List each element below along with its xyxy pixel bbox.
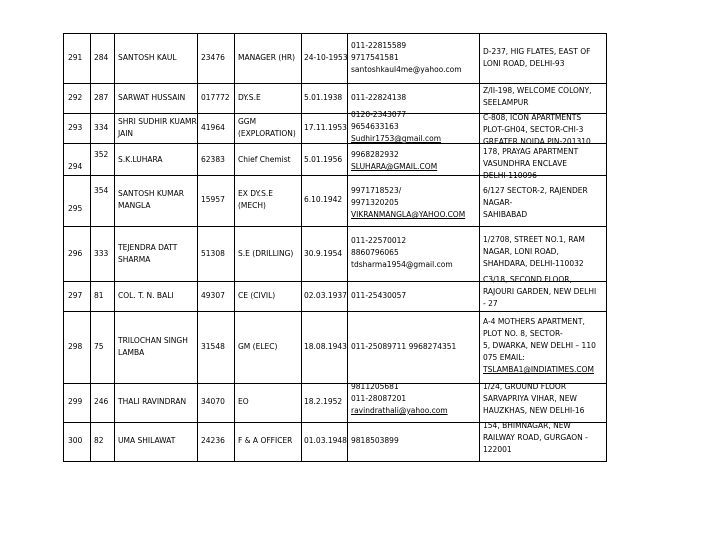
- address-text: Z/II-198, WELCOME COLONY,: [483, 86, 592, 95]
- name-text: TRILOCHAN SINGH: [118, 336, 188, 345]
- address-text: SHAHDARA, DELHI-110032: [483, 259, 584, 268]
- code-text: 24236: [201, 436, 225, 445]
- emp-text: 334: [94, 123, 109, 132]
- name-text: MANGLA: [118, 201, 151, 210]
- name-text: COL. T. N. BALI: [118, 291, 174, 300]
- address-text: NAGAR, LONI ROAD,: [483, 247, 559, 256]
- name-text: THALI RAVINDRAN: [118, 397, 187, 406]
- emp-text: 75: [94, 342, 104, 351]
- sno-text: 295: [68, 204, 83, 213]
- address-text: 154, BHIMNAGAR, NEW: [483, 421, 571, 430]
- sno-text: 300: [68, 436, 83, 445]
- code-text: 34070: [201, 397, 225, 406]
- contact-text: 011-25089711 9968274351: [351, 342, 457, 351]
- contact-text: 9654633163: [351, 122, 399, 131]
- address-text: D-237, HIG FLATES, EAST OF: [483, 47, 591, 56]
- name-text: TEJENDRA DATT: [118, 243, 178, 252]
- address-text: SARVAPRIYA VIHAR, NEW: [483, 394, 577, 403]
- emp-text: 333: [94, 249, 109, 258]
- contact-email-link[interactable]: ravindrathali@yahoo.com: [351, 406, 448, 415]
- contact-email-link[interactable]: Sudhir1753@gmail.com: [351, 134, 442, 143]
- emp-text: 246: [94, 397, 109, 406]
- address-text: 6/127 SECTOR-2, RAJENDER: [483, 186, 588, 195]
- designation-text: EO: [238, 397, 249, 406]
- dob-text: 5.01.1956: [304, 155, 343, 164]
- address-text: 075 EMAIL:: [483, 353, 525, 362]
- designation-text: MANAGER (HR): [238, 53, 296, 62]
- contact-text: 9818503899: [351, 436, 399, 445]
- contact-text: 9971320205: [351, 198, 399, 207]
- contact-email-link[interactable]: tdsharma1954@gmail.com: [351, 260, 453, 269]
- name-text: SHRI SUDHIR KUAMR: [118, 117, 197, 126]
- contact-email-link[interactable]: santoshkaul4me@yahoo.com: [351, 65, 462, 74]
- address-text: VASUNDHRA ENCLAVE: [483, 159, 567, 168]
- designation-text: Chief Chemist: [238, 155, 291, 164]
- address-text: A-4 MOTHERS APARTMENT,: [483, 317, 585, 326]
- sno-text: 291: [68, 53, 83, 62]
- contact-text: 011-25430057: [351, 291, 407, 300]
- sno-text: 299: [68, 397, 83, 406]
- row-divider: [63, 461, 606, 462]
- row-divider: [63, 83, 606, 84]
- contact-email-link[interactable]: VIKRANMANGLA@YAHOO.COM: [351, 210, 466, 219]
- address-text: SEELAMPUR: [483, 98, 529, 107]
- sno-text: 296: [68, 249, 83, 258]
- emp-text: 284: [94, 53, 109, 62]
- column-divider: [347, 33, 348, 462]
- sno-text: 294: [68, 162, 83, 171]
- name-text: SHARMA: [118, 255, 151, 264]
- address-text: LONI ROAD, DELHI-93: [483, 59, 565, 68]
- contact-text: 9717541581: [351, 53, 399, 62]
- designation-text: EX DY.S.E: [238, 189, 273, 198]
- name-text: S.K.LUHARA: [118, 155, 163, 164]
- emp-text: 82: [94, 436, 104, 445]
- name-text: SANTOSH KUMAR: [118, 189, 184, 198]
- address-text: 1/2708, STREET NO.1, RAM: [483, 235, 585, 244]
- address-text: PLOT NO. 8, SECTOR-: [483, 329, 563, 338]
- address-text: NAGAR-: [483, 198, 513, 207]
- contact-text: 011-22570012: [351, 236, 407, 245]
- code-text: 15957: [201, 195, 225, 204]
- dob-text: 30.9.1954: [304, 249, 343, 258]
- designation-text: CE (CIVIL): [238, 291, 276, 300]
- address-text: 122001: [483, 445, 512, 454]
- code-text: 017772: [201, 93, 230, 102]
- dob-text: 17.11.1953: [304, 123, 347, 132]
- contact-text: 9971718523/: [351, 186, 402, 195]
- emp-text: 81: [94, 291, 104, 300]
- contact-text: 8860796065: [351, 248, 399, 257]
- address-text: 5, DWARKA, NEW DELHI – 110: [483, 341, 596, 350]
- sno-text: 297: [68, 291, 83, 300]
- address-text: 1/24, GROUND FLOOR: [483, 382, 567, 391]
- contact-text: 011-22815589: [351, 41, 407, 50]
- code-text: 31548: [201, 342, 225, 351]
- column-divider: [301, 33, 302, 462]
- dob-text: 01.03.1948: [304, 436, 347, 445]
- column-divider: [234, 33, 235, 462]
- row-divider: [63, 33, 606, 34]
- code-text: 41964: [201, 123, 225, 132]
- address-text: RAJOURI GARDEN, NEW DELHI: [483, 287, 597, 296]
- code-text: 49307: [201, 291, 225, 300]
- dob-text: 18.2.1952: [304, 397, 343, 406]
- address-text: C-808, ICON APARTMENTS: [483, 113, 582, 122]
- address-text: PLOT-GH04, SECTOR-CHI-3: [483, 125, 584, 134]
- sno-text: 293: [68, 123, 83, 132]
- address-text: SAHIBABAD: [483, 210, 528, 219]
- contact-text: 011-28087201: [351, 394, 407, 403]
- address-text: DELHI-110096: [483, 171, 537, 180]
- designation-text: (EXPLORATION): [238, 129, 296, 138]
- column-divider: [479, 33, 480, 462]
- name-text: SANTOSH KAUL: [118, 53, 177, 62]
- sno-text: 298: [68, 342, 83, 351]
- code-text: 51308: [201, 249, 225, 258]
- dob-text: 5.01.1938: [304, 93, 343, 102]
- designation-text: S.E (DRILLING): [238, 249, 294, 258]
- code-text: 23476: [201, 53, 225, 62]
- row-divider: [63, 226, 606, 227]
- address-text: - 27: [483, 299, 498, 308]
- contact-text: 0120-2343077: [351, 110, 407, 119]
- address-text: C3/18, SECOND FLOOR,: [483, 275, 572, 284]
- column-divider: [197, 33, 198, 462]
- dob-text: 18.08.1943: [304, 342, 347, 351]
- emp-text: 354: [94, 186, 109, 195]
- dob-text: 6.10.1942: [304, 195, 343, 204]
- emp-text: 287: [94, 93, 109, 102]
- contact-email-link[interactable]: SLUHARA@GMAIL.COM: [351, 162, 438, 171]
- name-text: UMA SHILAWAT: [118, 436, 176, 445]
- address-text: HAUZKHAS, NEW DELHI-16: [483, 406, 585, 415]
- sno-text: 292: [68, 93, 83, 102]
- name-text: SARWAT HUSSAIN: [118, 93, 186, 102]
- contact-text: 9811205681: [351, 382, 399, 391]
- code-text: 62383: [201, 155, 225, 164]
- column-divider: [606, 33, 607, 462]
- dob-text: 02.03.1937: [304, 291, 347, 300]
- address-email-link[interactable]: TSLAMBA1@INDIATIMES.COM: [483, 365, 594, 374]
- designation-text: F & A OFFICER: [238, 436, 293, 445]
- contact-text: 9968282932: [351, 150, 399, 159]
- column-divider: [63, 33, 64, 462]
- designation-text: (MECH): [238, 201, 266, 210]
- designation-text: GGM: [238, 117, 257, 126]
- column-divider: [114, 33, 115, 462]
- address-text: 178, PRAYAG APARTMENT: [483, 147, 579, 156]
- emp-text: 352: [94, 150, 109, 159]
- address-text: GREATER NOIDA PIN-201310: [483, 137, 591, 146]
- row-divider: [63, 311, 606, 312]
- designation-text: GM (ELEC): [238, 342, 278, 351]
- address-text: RAILWAY ROAD, GURGAON -: [483, 433, 588, 442]
- dob-text: 24-10-1953: [304, 53, 348, 62]
- contact-text: 011-22824138: [351, 93, 407, 102]
- name-text: JAIN: [118, 129, 134, 138]
- designation-text: DY.S.E: [238, 93, 261, 102]
- name-text: LAMBA: [118, 348, 145, 357]
- column-divider: [90, 33, 91, 462]
